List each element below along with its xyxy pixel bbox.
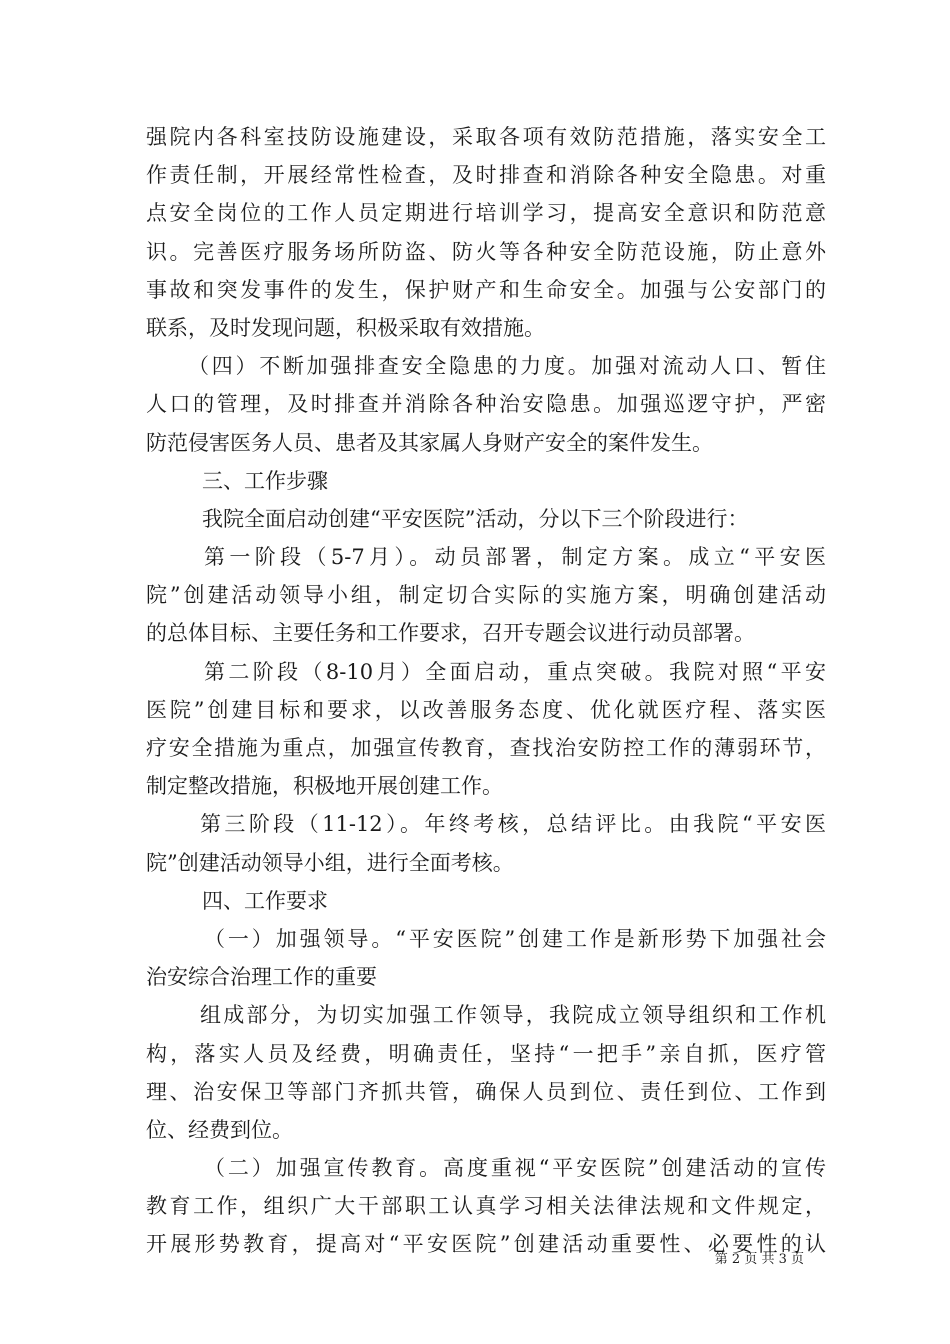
text-line: 我院全面启动创建“平安医院”活动，分以下三个阶段进行： xyxy=(202,506,749,531)
text-line: 疗安全措施为重点，加强宣传教育，查找治安防控工作的薄弱环节， xyxy=(146,736,826,760)
text-line: 第一阶段（5-7月）。动员部署，制定方案。成立“平安医 xyxy=(204,545,826,570)
text-line: 人口的管理，及时排查并消除各种治安隐患。加强巡逻守护，严密 xyxy=(146,392,826,417)
text-line: 第二阶段（8-10月）全面启动，重点突破。我院对照“平安 xyxy=(204,659,826,684)
text-line: 第三阶段（11-12）。年终考核，总结评比。由我院“平安医 xyxy=(200,812,826,837)
section-heading: 三、工作步骤 xyxy=(202,468,328,493)
text-line: 院”创建活动领导小组，进行全面考核。 xyxy=(146,850,514,875)
document-body xyxy=(146,118,826,1264)
text-line: 事故和突发事件的发生，保护财产和生命安全。加强与公安部门的 xyxy=(146,277,826,302)
text-line: 院”创建活动领导小组，制定切合实际的实施方案，明确创建活动 xyxy=(146,583,826,608)
text-line: 构，落实人员及经费，明确责任，坚持“一把手”亲自抓，医疗管 xyxy=(146,1041,826,1066)
text-line: 开展形势教育，提高对“平安医院”创建活动重要性、必要性的认 xyxy=(146,1232,826,1257)
text-line: （二）加强宣传教育。高度重视“平安医院”创建活动的宣传 xyxy=(204,1156,826,1181)
text-line: （四）不断加强排查安全隐患的力度。加强对流动人口、暂住 xyxy=(188,354,826,379)
text-line: （一）加强领导。“平安医院”创建工作是新形势下加强社会 xyxy=(204,926,826,951)
text-line: 治安综合治理工作的重要 xyxy=(146,965,377,990)
text-line: 联系，及时发现问题，积极采取有效措施。 xyxy=(146,315,545,340)
section-heading: 四、工作要求 xyxy=(202,888,328,913)
text-line: 防范侵害医务人员、患者及其家属人身财产安全的案件发生。 xyxy=(146,430,713,455)
text-line: 制定整改措施，积极地开展创建工作。 xyxy=(146,774,503,799)
text-line: 教育工作，组织广大干部职工认真学习相关法律法规和文件规定， xyxy=(146,1194,826,1219)
text-line: 识。完善医疗服务场所防盗、防火等各种安全防范设施，防止意外 xyxy=(146,239,826,264)
page-number: 第 2 页 共 3 页 xyxy=(714,1252,804,1267)
text-line: 理、治安保卫等部门齐抓共管，确保人员到位、责任到位、工作到 xyxy=(146,1079,826,1104)
text-line: 强院内各科室技防设施建设，采取各项有效防范措施，落实安全工 xyxy=(146,125,826,149)
text-line: 作责任制，开展经常性检查，及时排查和消除各种安全隐患。对重 xyxy=(146,163,826,188)
text-line: 组成部分，为切实加强工作领导，我院成立领导组织和工作机 xyxy=(200,1003,826,1028)
text-line: 点安全岗位的工作人员定期进行培训学习，提高安全意识和防范意 xyxy=(146,201,826,226)
text-line: 的总体目标、主要任务和工作要求，召开专题会议进行动员部署。 xyxy=(146,621,755,646)
text-line: 医院”创建目标和要求，以改善服务态度、优化就医疗程、落实医 xyxy=(146,697,826,722)
text-line: 位、经费到位。 xyxy=(146,1117,293,1142)
